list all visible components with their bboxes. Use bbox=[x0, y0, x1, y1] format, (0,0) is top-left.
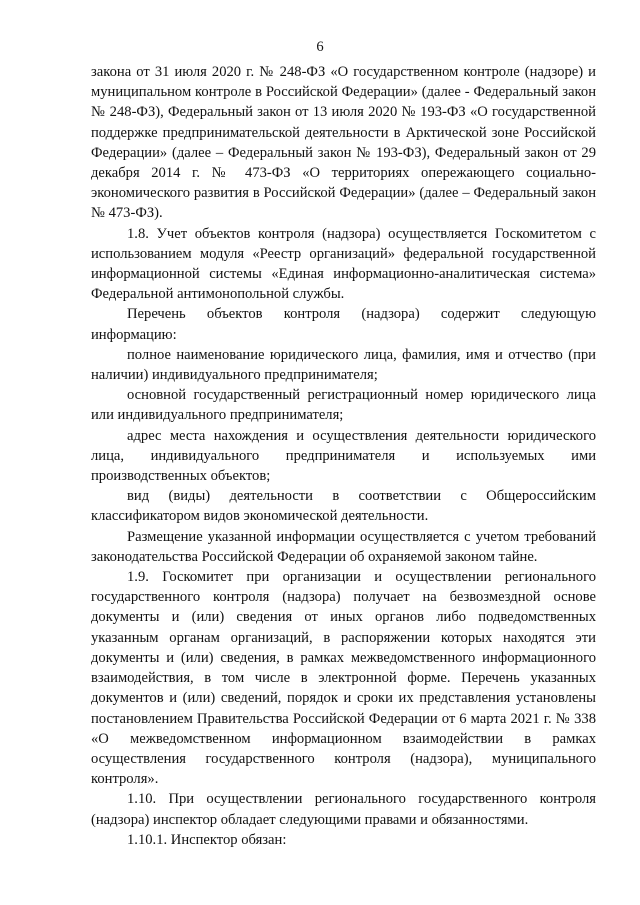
list-item-name: полное наименование юридического лица, фамилия, имя и отчество (при наличии) индивидуального предпринимателя; bbox=[91, 346, 596, 384]
list-item-ogrn: основной государственный регистрационный номер юридического лица или индивидуального предпринимателя; bbox=[91, 387, 596, 424]
page-number: 6 bbox=[316, 39, 324, 55]
paragraph-secrecy: Размещение указанной информации осуществляется с учетом требований законодательства Российской Федерации об охраняемой законом тайне. bbox=[91, 528, 596, 565]
list-item-address: адрес места нахождения и осуществления деятельности юридического лица, индивидуального предпринимателя и используемых ими производственных объектов; bbox=[91, 427, 596, 485]
paragraph-1-8: 1.8. Учет объектов контроля (надзора) осуществляется Госкомитетом с использованием модуля «Реестр организаций» федеральной государственной информационной системы «Единая информационно-аналитическая система» Федеральной антимонопольной службы. bbox=[91, 225, 596, 303]
list-item-activity: вид (виды) деятельности в соответствии с Общероссийским классификатором видов экономической деятельности. bbox=[91, 488, 596, 525]
paragraph-1-9: 1.9. Госкомитет при организации и осуществлении регионального государственного контроля (надзора) получает на безвозмездной основе документы и (или) сведения от иных органов либо подведомственных указанным органам организаций, в распоряжении которых находятся эти документы и (или) сведения, в рамках межведомственного информационного взаимодействия, в том числе в электронной форме. Перечень указанных документов и (или) сведений, порядок и сроки их представления установлены постановлением Правительства Российской Федерации от 6 марта 2021 г. № 338 «О межведомственном информационном взаимодействии в рамках осуществления государственного контроля (надзора), муниципального контроля». bbox=[91, 569, 596, 788]
paragraph-1-10: 1.10. При осуществлении регионального государственного контроля (надзора) инспектор обладает следующими правами и обязанностями. bbox=[91, 791, 596, 828]
paragraph-law-references: закона от 31 июля 2020 г. № 248-ФЗ «О государственном контроле (надзоре) и муниципальном контроле в Российской Федерации» (далее - Федеральный закон № 248-ФЗ), Федеральный закон от 13 июля 2020 № 193-ФЗ «О государственной поддержке предпринимательской деятельности в Арктической зоне Российской Федерации» (далее – Федеральный закон № 193-ФЗ), Федеральный закон от 29 декабря 2014 г. № 473-ФЗ «О территориях опережающего социально-экономического развития в Российской Федерации» (далее – Федеральный закон № 473-ФЗ). bbox=[91, 64, 596, 222]
document-body bbox=[91, 62, 596, 850]
paragraph-list-intro: Перечень объектов контроля (надзора) содержит следующую информацию: bbox=[91, 306, 596, 343]
paragraph-1-10-1: 1.10.1. Инспектор обязан: bbox=[127, 831, 287, 848]
